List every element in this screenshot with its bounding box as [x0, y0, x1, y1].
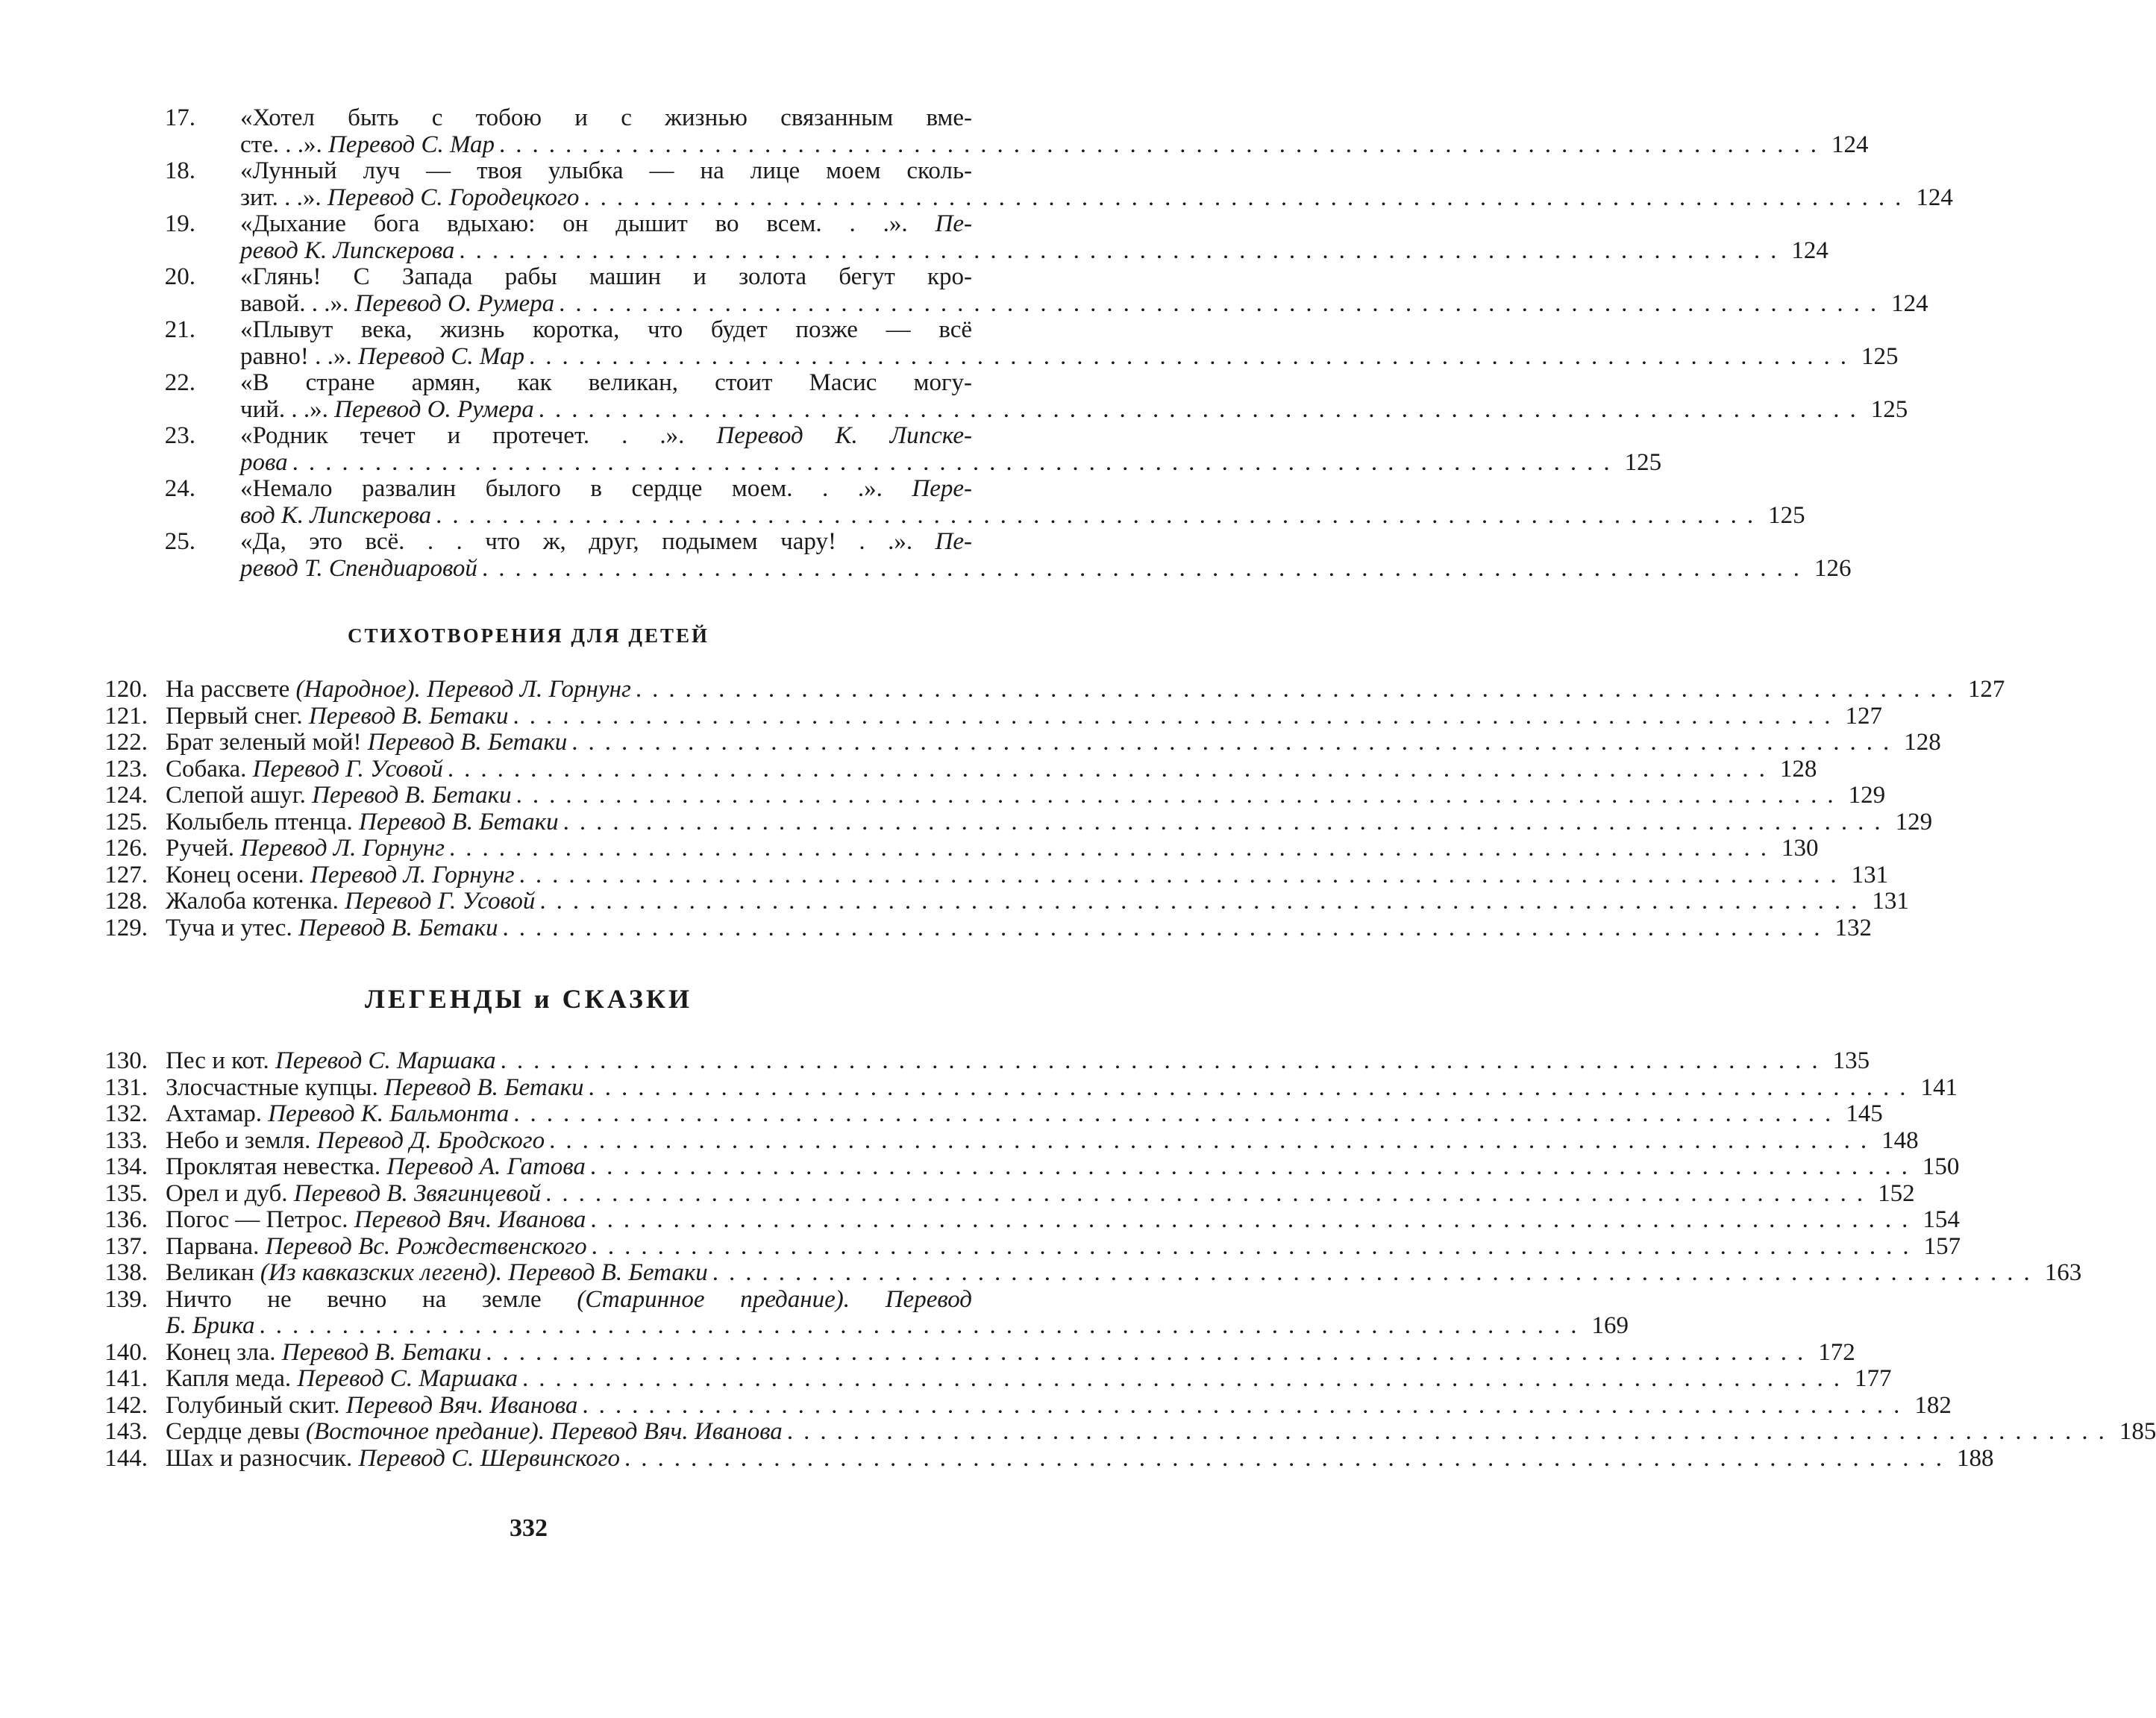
entry-line [240, 369, 972, 396]
page-number: 135 [1832, 1047, 1870, 1074]
entry-number: 122. [104, 729, 148, 756]
entry-line [166, 1391, 1952, 1419]
leader-dots: ................................................................................ [499, 131, 1828, 158]
entry-number: 136. [104, 1206, 148, 1233]
entry-line [240, 475, 972, 502]
entry-number: 18. [164, 157, 195, 184]
entry-title [166, 1233, 587, 1260]
title-text: Жалоба котенка. [166, 888, 345, 915]
translator-text: Перевод Д. Бродского [316, 1126, 545, 1154]
title-text: Пес и кот. [166, 1047, 275, 1074]
translator-text: Перевод С. Мар [357, 342, 524, 370]
entry-title [166, 809, 559, 836]
title-text: Ничто не вечно на земле [166, 1285, 577, 1313]
title-text: Проклятая невестка. [166, 1153, 387, 1180]
entry-title [166, 1153, 586, 1180]
leader-dots: ................................................................................ [513, 1100, 1842, 1127]
translator-text: Перевод Г. Усовой [345, 888, 536, 915]
title-text: равно! . .». [240, 342, 358, 370]
leader-dots: ................................................................................ [447, 755, 1776, 783]
entry-line [166, 861, 1889, 888]
translator-text: (Из кавказских легенд). Перевод В. Бетаки [260, 1259, 708, 1286]
entry-number: 123. [104, 755, 148, 783]
page-number: 150 [1922, 1153, 1960, 1180]
page-number: 131 [1872, 888, 1909, 915]
entry-number: 124. [104, 782, 148, 809]
entry-title [166, 1339, 481, 1366]
leader-dots: ................................................................................ [624, 1444, 1953, 1472]
title-text: «Немало развалин былого в сердце моем. . .». [240, 475, 912, 502]
entry-title [166, 729, 567, 756]
translator-text: Перевод С. Городецкого [327, 184, 580, 211]
entry-title [166, 756, 443, 783]
page-number: 154 [1922, 1206, 1960, 1233]
entry-number: 21. [164, 316, 195, 343]
entry-title [166, 1418, 783, 1445]
entry-title [166, 1047, 496, 1074]
entry-title [166, 1206, 586, 1233]
entry-line [166, 1179, 1915, 1207]
translator-text: Перевод В. Бетаки [298, 914, 498, 941]
leader-dots: ................................................................................ [500, 1047, 1828, 1074]
entry-number: 25. [164, 528, 195, 555]
translator-text: Перевод С. Маршака [297, 1365, 518, 1392]
page-number: 125 [1624, 448, 1662, 476]
leader-dots: ................................................................................ [591, 1232, 1920, 1260]
leader-dots: ................................................................................ [589, 1153, 1918, 1180]
entry-title [240, 184, 579, 211]
entry-line [166, 888, 1909, 915]
entry-line [240, 422, 972, 449]
entry-number: 143. [104, 1418, 148, 1445]
entry-title [240, 237, 454, 264]
page-number: 124 [1916, 184, 1953, 211]
title-text: «В стране армян, как великан, стоит Масис могу- [240, 369, 972, 396]
leader-dots: ................................................................................ [545, 1179, 1874, 1207]
page-number: 182 [1914, 1391, 1952, 1419]
title-text: Небо и земля. [166, 1126, 317, 1154]
entry-line [240, 554, 1852, 582]
leader-dots: ................................................................................ [635, 676, 1964, 703]
entry-line [166, 1100, 1883, 1127]
entry-number: 138. [104, 1259, 148, 1286]
entry-line [240, 210, 972, 237]
title-text: Шах и разносчик. [166, 1444, 359, 1472]
entry-title [166, 1392, 577, 1419]
page-number: 163 [2044, 1259, 2082, 1286]
leader-dots: ................................................................................ [448, 835, 1777, 862]
translator-text: Пе- [935, 528, 972, 555]
title-text: Капля меда. [166, 1365, 298, 1392]
entry-title [166, 1365, 518, 1392]
page-number: 169 [1591, 1312, 1629, 1339]
translator-text: Перевод А. Гатова [386, 1153, 586, 1180]
entry-number: 132. [104, 1100, 148, 1127]
title-text: Орел и дуб. [166, 1179, 294, 1207]
title-text: Великан [166, 1259, 260, 1286]
entry-line [166, 835, 1819, 862]
page-number: 124 [1831, 131, 1869, 158]
page-number: 157 [1923, 1232, 1961, 1260]
entry-number: 144. [104, 1444, 148, 1472]
leader-dots: ................................................................................ [549, 1126, 1878, 1154]
leader-dots: ................................................................................ [583, 184, 1912, 211]
entry-title [166, 1445, 620, 1472]
translator-text: Перевод Л. Горнунг [240, 835, 445, 862]
entry-title [166, 1127, 545, 1154]
entry-line [240, 316, 972, 343]
entry-number: 121. [104, 702, 148, 730]
title-text: Конец зла. [166, 1338, 282, 1366]
entry-number: 133. [104, 1126, 148, 1154]
entry-line [166, 1259, 2082, 1286]
page-number: 130 [1781, 835, 1819, 862]
entry-title [240, 528, 972, 555]
page-number: 132 [1834, 914, 1872, 941]
leader-dots: ................................................................................ [516, 782, 1844, 809]
translator-text: Перевод Л. Горнунг [310, 861, 515, 888]
entry-line [240, 448, 1662, 476]
entry-title [166, 1259, 708, 1286]
leader-dots: ................................................................................ [502, 914, 1831, 941]
entry-line [166, 1126, 1919, 1154]
entry-title [240, 343, 524, 370]
page-number: 128 [1779, 755, 1817, 783]
leader-dots: ................................................................................ [481, 554, 1810, 582]
entry-number: 125. [104, 808, 148, 836]
title-text: «Да, это всё. . . что ж, друг, подымем чару! . .». [240, 528, 936, 555]
entry-line [166, 1232, 1961, 1260]
title-text: «Плывут века, жизнь коротка, что будет позже — всё [240, 316, 972, 343]
entry-line [166, 1206, 1960, 1233]
leader-dots: ................................................................................ [582, 1391, 1911, 1419]
title-text: Первый снег. [166, 702, 309, 730]
translator-text: (Восточное предание). Перевод Вяч. Иванова [305, 1418, 783, 1445]
title-text: зит. . .». [240, 184, 328, 211]
page-number: 188 [1957, 1444, 1994, 1472]
entry-number: 24. [164, 475, 195, 502]
entry-line [240, 263, 972, 290]
entry-line [166, 1444, 1994, 1472]
leader-dots: ................................................................................ [436, 501, 1764, 529]
title-text: Погос — Петрос. [166, 1206, 354, 1233]
translator-text: Перевод С. Мар [328, 131, 495, 158]
entry-number: 20. [164, 263, 195, 290]
title-text: «Родник течет и протечет. . .». [240, 422, 717, 449]
entry-title [166, 862, 515, 888]
page-number: 129 [1848, 782, 1886, 809]
translator-text: Перевод В. Бетаки [383, 1073, 584, 1101]
translator-text: Б. Брика [166, 1312, 255, 1339]
entry-number: 140. [104, 1338, 148, 1366]
translator-text: Перевод С. Маршака [275, 1047, 496, 1074]
leader-dots: ................................................................................ [559, 289, 1887, 317]
leader-dots: ................................................................................ [513, 702, 1841, 730]
page-number: 148 [1881, 1126, 1919, 1154]
entry-title [240, 369, 972, 396]
entry-title [240, 475, 972, 502]
entry-line [240, 395, 1908, 423]
title-text: Сердце девы [166, 1418, 306, 1445]
page-number: 141 [1920, 1073, 1958, 1101]
entry-line [166, 676, 2005, 703]
entry-number: 17. [164, 104, 195, 131]
leader-dots: ................................................................................ [486, 1338, 1814, 1366]
entry-title [240, 157, 972, 184]
entry-title [166, 782, 512, 809]
entry-line [166, 1418, 2156, 1445]
translator-text: ревод Т. Спендиаровой [240, 554, 477, 582]
entry-title [166, 888, 535, 915]
leader-dots: ................................................................................ [538, 395, 1867, 423]
entry-line [166, 1338, 1855, 1366]
title-text: Парвана. [166, 1232, 266, 1260]
title-text: Колыбель птенца. [166, 808, 360, 836]
title-text: Собака. [166, 755, 253, 783]
entry-number: 23. [164, 422, 195, 449]
leader-dots: ................................................................................ [521, 1365, 1850, 1392]
page-number: 128 [1904, 729, 1941, 756]
entry-number: 139. [104, 1285, 148, 1313]
entry-title [240, 555, 477, 582]
entry-number: 131. [104, 1073, 148, 1101]
title-text: Конец осени. [166, 861, 310, 888]
entry-number: 135. [104, 1179, 148, 1207]
entry-number: 126. [104, 835, 148, 862]
translator-text: Перевод В. Бетаки [281, 1338, 482, 1366]
entry-title [166, 1074, 584, 1101]
entry-number: 134. [104, 1153, 148, 1180]
entry-number: 120. [104, 676, 148, 703]
entry-title [166, 1286, 972, 1313]
entry-title [240, 131, 495, 158]
translator-text: (Старинное предание). Перевод [577, 1285, 972, 1313]
title-text: чий. . .». [240, 395, 335, 423]
entry-line [166, 1153, 1960, 1180]
page-number: 126 [1814, 554, 1852, 582]
entry-line [166, 914, 1872, 941]
entry-line [240, 131, 1869, 158]
leader-dots: ................................................................................ [459, 236, 1787, 264]
leader-dots: ................................................................................ [292, 448, 1620, 476]
leader-dots: ................................................................................ [259, 1312, 1588, 1339]
entry-title [240, 104, 972, 131]
translator-text: Перевод В. Звягинцевой [293, 1179, 542, 1207]
translator-text: Перевод Вяч. Иванова [345, 1391, 578, 1419]
entry-line [240, 501, 1805, 529]
entry-line [240, 157, 972, 184]
entry-number: 129. [104, 914, 148, 941]
page-number: 124 [1791, 236, 1828, 264]
title-text: сте. . .». [240, 131, 328, 158]
entry-number: 142. [104, 1391, 148, 1419]
entry-line [166, 702, 1882, 730]
entry-line [166, 1365, 1892, 1392]
entry-title [240, 290, 554, 317]
leader-dots: ................................................................................ [590, 1206, 1919, 1233]
translator-text: ревод К. Липскерова [240, 236, 455, 264]
entry-line [240, 104, 972, 131]
translator-text: Перевод Г. Усовой [252, 755, 443, 783]
translator-text: Перевод В. Бетаки [367, 729, 568, 756]
leader-dots: ................................................................................ [539, 888, 1868, 915]
entry-title [240, 316, 972, 343]
page-folio: 332 [510, 1514, 548, 1542]
page-number: 127 [1845, 702, 1882, 730]
title-text: «Глянь! С Запада рабы машин и золота бегут кро- [240, 263, 972, 290]
page-number: 131 [1851, 861, 1889, 888]
leader-dots: ................................................................................ [571, 729, 1900, 756]
title-text: Ахтамар. [166, 1100, 269, 1127]
entry-title [240, 396, 534, 423]
section-heading: ЛЕГЕНДЫ и СКАЗКИ [365, 984, 692, 1014]
entry-number: 19. [164, 210, 195, 237]
entry-title [240, 422, 972, 449]
entry-title [166, 835, 445, 862]
entry-number: 128. [104, 888, 148, 915]
leader-dots: ................................................................................ [712, 1259, 2040, 1286]
page-number: 125 [1768, 501, 1805, 529]
page-number: 125 [1861, 342, 1899, 370]
page-number: 152 [1878, 1179, 1915, 1207]
entry-title [166, 1312, 255, 1339]
translator-text: Перевод В. Бетаки [359, 808, 559, 836]
entry-number: 130. [104, 1047, 148, 1074]
entry-title [166, 1180, 541, 1207]
translator-text: вод К. Липскерова [240, 501, 432, 529]
leader-dots: ................................................................................ [562, 808, 1891, 836]
entry-line [240, 342, 1899, 370]
entry-line [240, 184, 1953, 211]
entry-line [166, 1047, 1870, 1074]
translator-text: Перевод Вс. Рождественского [265, 1232, 587, 1260]
title-text: «Дыхание бога вдыхаю: он дышит во всем. . .». [240, 210, 936, 237]
entry-line [166, 1312, 1629, 1339]
entry-line [166, 782, 1886, 809]
title-text: Злосчастные купцы. [166, 1073, 384, 1101]
entry-line [166, 755, 1817, 783]
translator-text: Пе- [935, 210, 972, 237]
leader-dots: ................................................................................ [518, 861, 1847, 888]
entry-title [166, 703, 508, 730]
title-text: Слепой ашуг. [166, 782, 313, 809]
entry-line [166, 1073, 1958, 1101]
translator-text: Перевод О. Румера [354, 289, 555, 317]
section-heading: СТИХОТВОРЕНИЯ ДЛЯ ДЕТЕЙ [348, 624, 709, 647]
page-number: 172 [1818, 1338, 1855, 1366]
translator-text: Перевод Вяч. Иванова [354, 1206, 586, 1233]
title-text: «Хотел быть с тобою и с жизнью связанным вме- [240, 104, 972, 131]
page-number: 185 [2119, 1418, 2156, 1445]
entry-line [166, 1286, 972, 1313]
entry-title [166, 915, 498, 941]
entry-title [240, 210, 972, 237]
translator-text: Перевод К. Липске- [716, 422, 973, 449]
entry-line [166, 729, 1941, 756]
entry-line [166, 808, 1933, 836]
translator-text: Перевод К. Бальмонта [268, 1100, 510, 1127]
leader-dots: ................................................................................ [588, 1073, 1917, 1101]
title-text: Брат зеленый мой! [166, 729, 368, 756]
translator-text: Перевод О. Румера [334, 395, 534, 423]
entry-number: 22. [164, 369, 195, 396]
entry-title [240, 449, 288, 476]
title-text: Ручей. [166, 835, 241, 862]
translator-text: рова [240, 448, 288, 476]
entry-line [240, 236, 1828, 264]
translator-text: (Народное). Перевод Л. Горнунг [295, 676, 631, 703]
page-number: 124 [1891, 289, 1928, 317]
leader-dots: ................................................................................ [528, 342, 1857, 370]
entry-line [240, 528, 972, 555]
entry-number: 137. [104, 1232, 148, 1260]
title-text: вавой. . .». [240, 289, 355, 317]
entry-number: 141. [104, 1365, 148, 1392]
page-number: 177 [1854, 1365, 1892, 1392]
page-number: 145 [1846, 1100, 1883, 1127]
translator-text: Пере- [912, 475, 972, 502]
title-text: Голубиный скит. [166, 1391, 346, 1419]
leader-dots: ................................................................................ [786, 1418, 2115, 1445]
page-number: 129 [1895, 808, 1933, 836]
entry-title [166, 1100, 509, 1127]
title-text: «Лунный луч — твоя улыбка — на лице моем сколь- [240, 157, 972, 184]
page-number: 127 [1967, 676, 2005, 703]
entry-title [240, 502, 431, 529]
entry-line [240, 289, 1928, 317]
entry-number: 127. [104, 861, 148, 888]
translator-text: Перевод В. Бетаки [308, 702, 509, 730]
translator-text: Перевод В. Бетаки [312, 782, 512, 809]
page-number: 125 [1870, 395, 1908, 423]
title-text: На рассвете [166, 676, 296, 703]
entry-title [240, 263, 972, 290]
entry-title [166, 676, 631, 703]
translator-text: Перевод С. Шервинского [358, 1444, 621, 1472]
title-text: Туча и утес. [166, 914, 298, 941]
